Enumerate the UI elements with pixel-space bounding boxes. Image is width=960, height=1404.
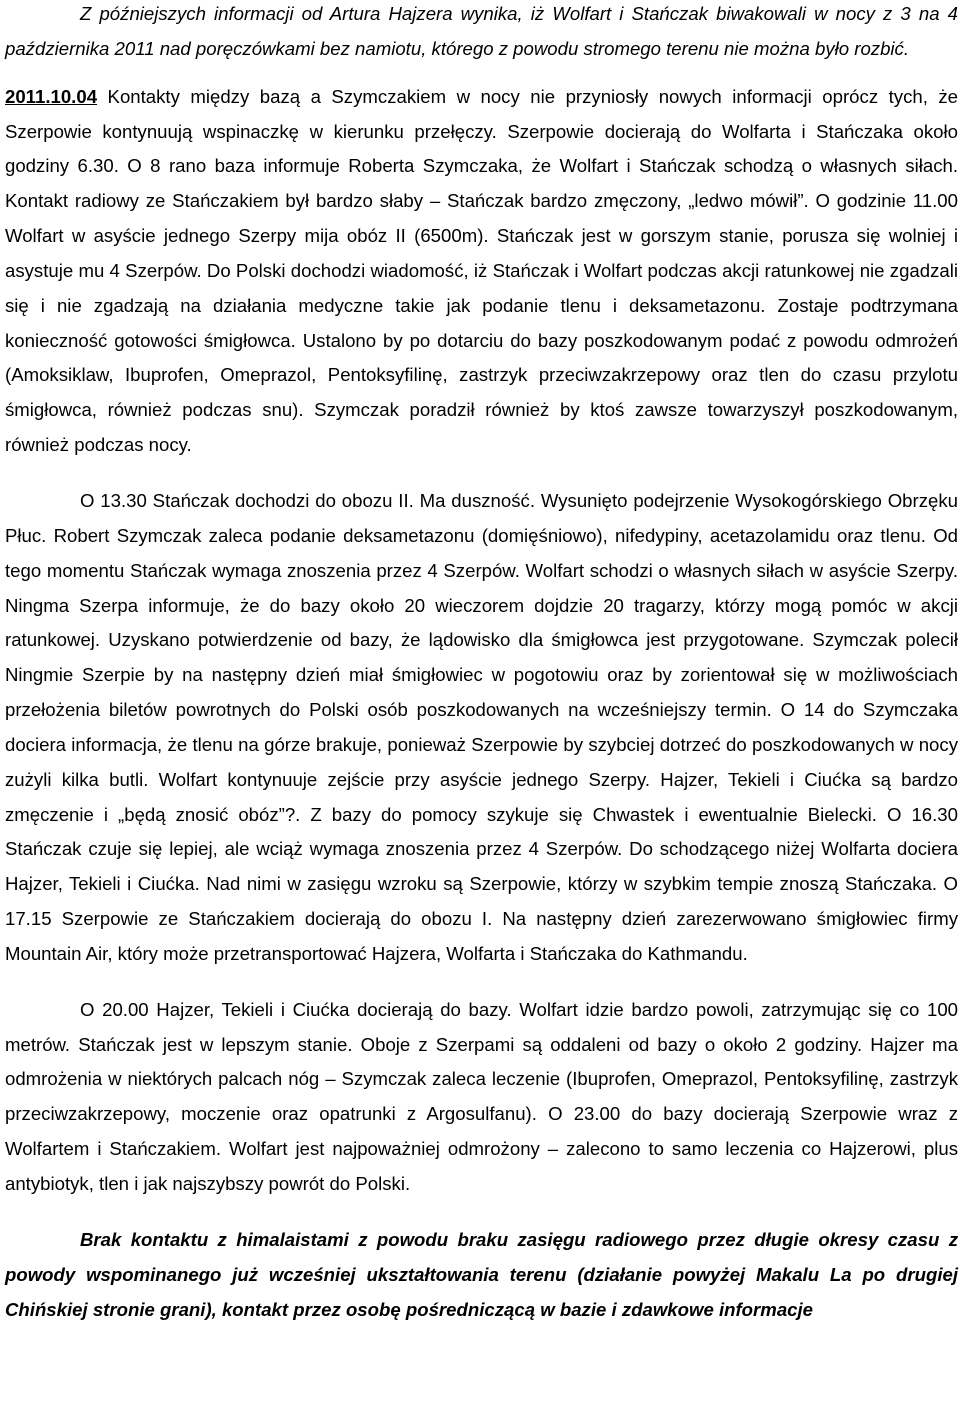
paragraph-13-30: O 13.30 Stańczak dochodzi do obozu II. Ma duszność. Wysunięto podejrzenie Wysokogórskiego Obrzęku Płuc. Robert Szymczak zaleca podanie deksametazonu (domięśniowo), nifedypiny, acetazolamidu oraz tlenu. Od tego momentu Stańczak wymaga znoszenia przez 4 Szerpów. Wolfart schodzi o własnych siłach w asyście Szerpy. Ningma Szerpa informuje, że do bazy około 20 wieczorem dojdzie 20 tragarzy, którzy mogą pomóc w akcji ratunkowej. Uzyskano potwierdzenie od bazy, że lądowisko dla śmigłowca jest przygotowane. Szymczak polecił Ningmie Szerpie by na następny dzień miał śmigłowiec w pogotowiu oraz by zorientował się w możliwościach przełożenia biletów powrotnych do Polski osób poszkodowanych na wcześniejszy termin. O 14 do Szymczaka dociera informacja, że tlenu na górze brakuje, ponieważ Szerpowie by szybciej dotrzeć do poszkodowanych w nocy zużyli kilka butli. Wolfart kontynuuje zejście przy asyście jednego Szerpy. Hajzer, Tekieli i Ciućka są bardzo zmęczenie i „będą znosić obóz”?. Z bazy do pomocy szykuje się Chwastek i ewentualnie Bielecki. O 16.30 Stańczak czuje się lepiej, ale wciąż wymaga znoszenia przez 4 Szerpów. Do schodzącego niżej Wolfarta dociera Hajzer, Tekieli i Ciućka. Nad nimi w zasięgu wzroku są Szerpowie, którzy w szybkim tempie znoszą Stańczaka. O 17.15 Szerpowie ze Stańczakiem docierają do obozu I. Na następny dzień zarezerwowano śmigłowiec firmy Mountain Air, który może przetransportować Hajzera, Wolfarta i Stańczaka do Kathmandu.	[5, 489, 958, 964]
log-text: Kontakty między bazą a Szymczakiem w nocy nie przyniosły nowych informacji oprócz tych, że Szerpowie kontynuują wspinaczkę w kierunku przełęczy. Szerpowie docierają do Wolfarta i Stańczaka około godziny 6.30. O 8 rano baza informuje Roberta Szymczaka, że Wolfart i Stańczak schodzą o własnych siłach. Kontakt radiowy ze Stańczakiem był bardzo słaby – Stańczak bardzo zmęczony, „ledwo mówił”. O godzinie 11.00 Wolfart w asyście jednego Szerpy mija obóz II (6500m). Stańczak jest w gorszym stanie, porusza się wolniej i asystuje mu 4 Szerpów. Do Polski dochodzi wiadomość, iż Stańczak i Wolfart podczas akcji ratunkowej nie zgadzali się i nie zgadzają na działania medyczne takie jak podanie tlenu i deksametazonu. Zostaje podtrzymana konieczność gotowości śmigłowca. Ustalono by po dotarciu do bazy poszkodowanym podać z powodu odmrożeń (Amoksiklaw, Ibuprofen, Omeprazol, Pentoksyfilinę, zastrzyk przeciwzakrzepowy oraz tlen do czasu przylotu śmigłowca, również podczas snu). Szymczak poradził również by ktoś zawsze towarzyszył poszkodowanym, również podczas nocy.	[5, 85, 958, 456]
paragraph-20-00: O 20.00 Hajzer, Tekieli i Ciućka docierają do bazy. Wolfart idzie bardzo powoli, zatrzymując się co 100 metrów. Stańczak jest w lepszym stanie. Oboje z Szerpami są oddaleni od bazy o około 2 godziny. Hajzer ma odmrożenia w niektórych palcach nóg – Szymczak zaleca leczenie (Ibuprofen, Omeprazol, Pentoksyfilinę, zastrzyk przeciwzakrzepowy, moczenie oraz opatrunki z Argosulfanu). O 23.00 do bazy docierają Szerpowie wraz z Wolfartem i Stańczakiem. Wolfart jest najpoważniej odmrożony – zalecono to samo leczenia co Hajzerowi, plus antybiotyk, tlen i jak najszybszy powrót do Polski.	[5, 998, 958, 1194]
closing-note-paragraph: Brak kontaktu z himalaistami z powodu braku zasięgu radiowego przez długie okresy czasu z powody wspominanego już wcześniej ukształtowania terenu (działanie powyżej Makalu La po drugiej Chińskiej stronie grani), kontakt przez osobę pośredniczącą w bazie i zdawkowe informacje	[5, 1228, 958, 1320]
log-date: 2011.10.04	[5, 85, 98, 107]
log-paragraph-2011-10-04	[5, 80, 958, 463]
intro-paragraph: Z późniejszych informacji od Artura Hajzera wynika, iż Wolfart i Stańczak biwakowali w nocy z 3 na 4 października 2011 nad poręczówkami bez namiotu, którego z powodu stromego terenu nie można było rozbić.	[5, 3, 958, 59]
